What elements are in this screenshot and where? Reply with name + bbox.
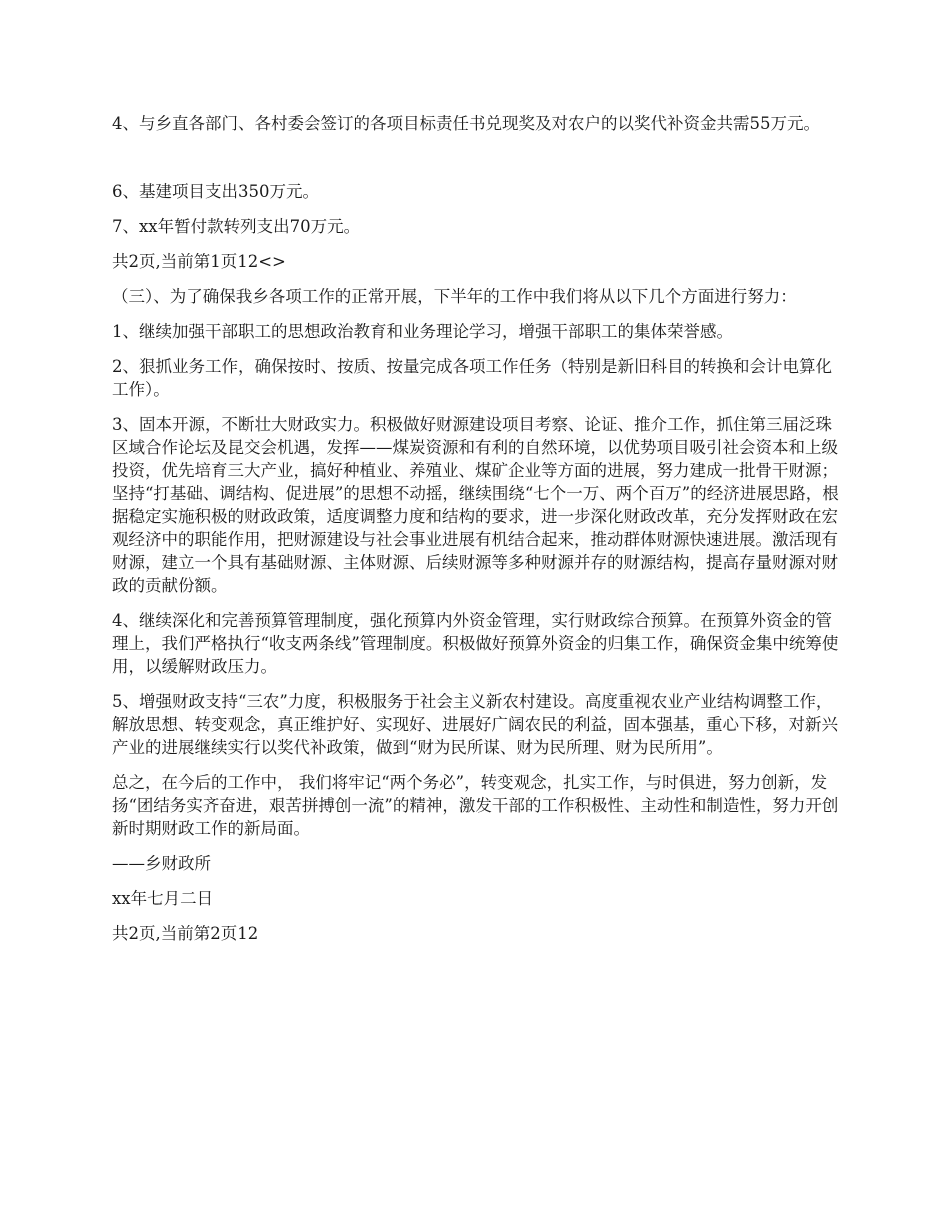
effort-item-2: 2、狠抓业务工作，确保按时、按质、按量完成各项工作任务（特别是新旧科目的转换和会计电算化工作）。 — [112, 357, 832, 399]
page-indicator-1: 共2页,当前第1页12<> — [112, 252, 286, 271]
conclusion-paragraph: 总之，在今后的工作中， 我们将牢记“两个务必”，转变观念，扎实工作，与时俱进，努力创新，发扬“团结务实齐奋进，艰苦拼搏创一流”的精神，激发干部的工作积极性、主动性和制造性，努力开创新时期财政工作的新局面。 — [112, 773, 839, 838]
effort-item-1: 1、继续加强干部职工的思想政治教育和业务理论学习，增强干部职工的集体荣誉感。 — [112, 322, 733, 341]
effort-item-5: 5、增强财政支持“三农”力度，积极服务于社会主义新农村建设。高度重视农业产业结构调整工作，解放思想、转变观念，真正维护好、实现好、进展好广阔农民的利益，固本强基，重心下移，对新兴产业的进展继续实行以奖代补政策，做到“财为民所谋、财为民所理、财为民所用”。 — [112, 692, 838, 757]
paragraph-item-7: 7、xx年暂付款转列支出70万元。 — [112, 217, 361, 236]
paragraph-item-6: 6、基建项目支出350万元。 — [112, 182, 319, 201]
signature-office: ——乡财政所 — [112, 854, 211, 873]
effort-item-3: 3、固本开源，不断壮大财政实力。积极做好财源建设项目考察、论证、推介工作，抓住第三届泛珠区域合作论坛及昆交会机遇，发挥——煤炭资源和有利的自然环境，以优势项目吸引社会资本和上级投资，优先培育三大产业，搞好种植业、养殖业、煤矿企业等方面的进展，努力建成一批骨干财源；坚持“打基础、调结构、促进展”的思想不动摇，继续围绕“七个一万、两个百万”的经济进展思路，根据稳定实施积极的财政政策，适度调整力度和结构的要求，进一步深化财政改革，充分发挥财政在宏观经济中的职能作用，把财源建设与社会事业进展有机结合起来，推动群体财源快速进展。激活现有财源，建立一个具有基础财源、主体财源、后续财源等多种财源并存的财源结构，提高存量财源对财政的贡献份额。 — [112, 415, 839, 595]
page-indicator-2: 共2页,当前第2页12 — [112, 924, 259, 943]
signature-date: xx年七月二日 — [112, 889, 214, 908]
section-heading-three: （三）、为了确保我乡各项工作的正常开展，下半年的工作中我们将从以下几个方面进行努力： — [112, 287, 797, 306]
paragraph-item-4: 4、与乡直各部门、各村委会签订的各项目标责任书兑现奖及对农户的以奖代补资金共需55万元。 — [112, 114, 820, 133]
blank-gap — [112, 147, 842, 180]
document-body — [112, 112, 842, 957]
effort-item-4: 4、继续深化和完善预算管理制度，强化预算内外资金管理，实行财政综合预算。在预算外资金的管理上，我们严格执行“收支两条线”管理制度。积极做好预算外资金的归集工作，确保资金集中统筹使用，以缓解财政压力。 — [112, 611, 839, 676]
